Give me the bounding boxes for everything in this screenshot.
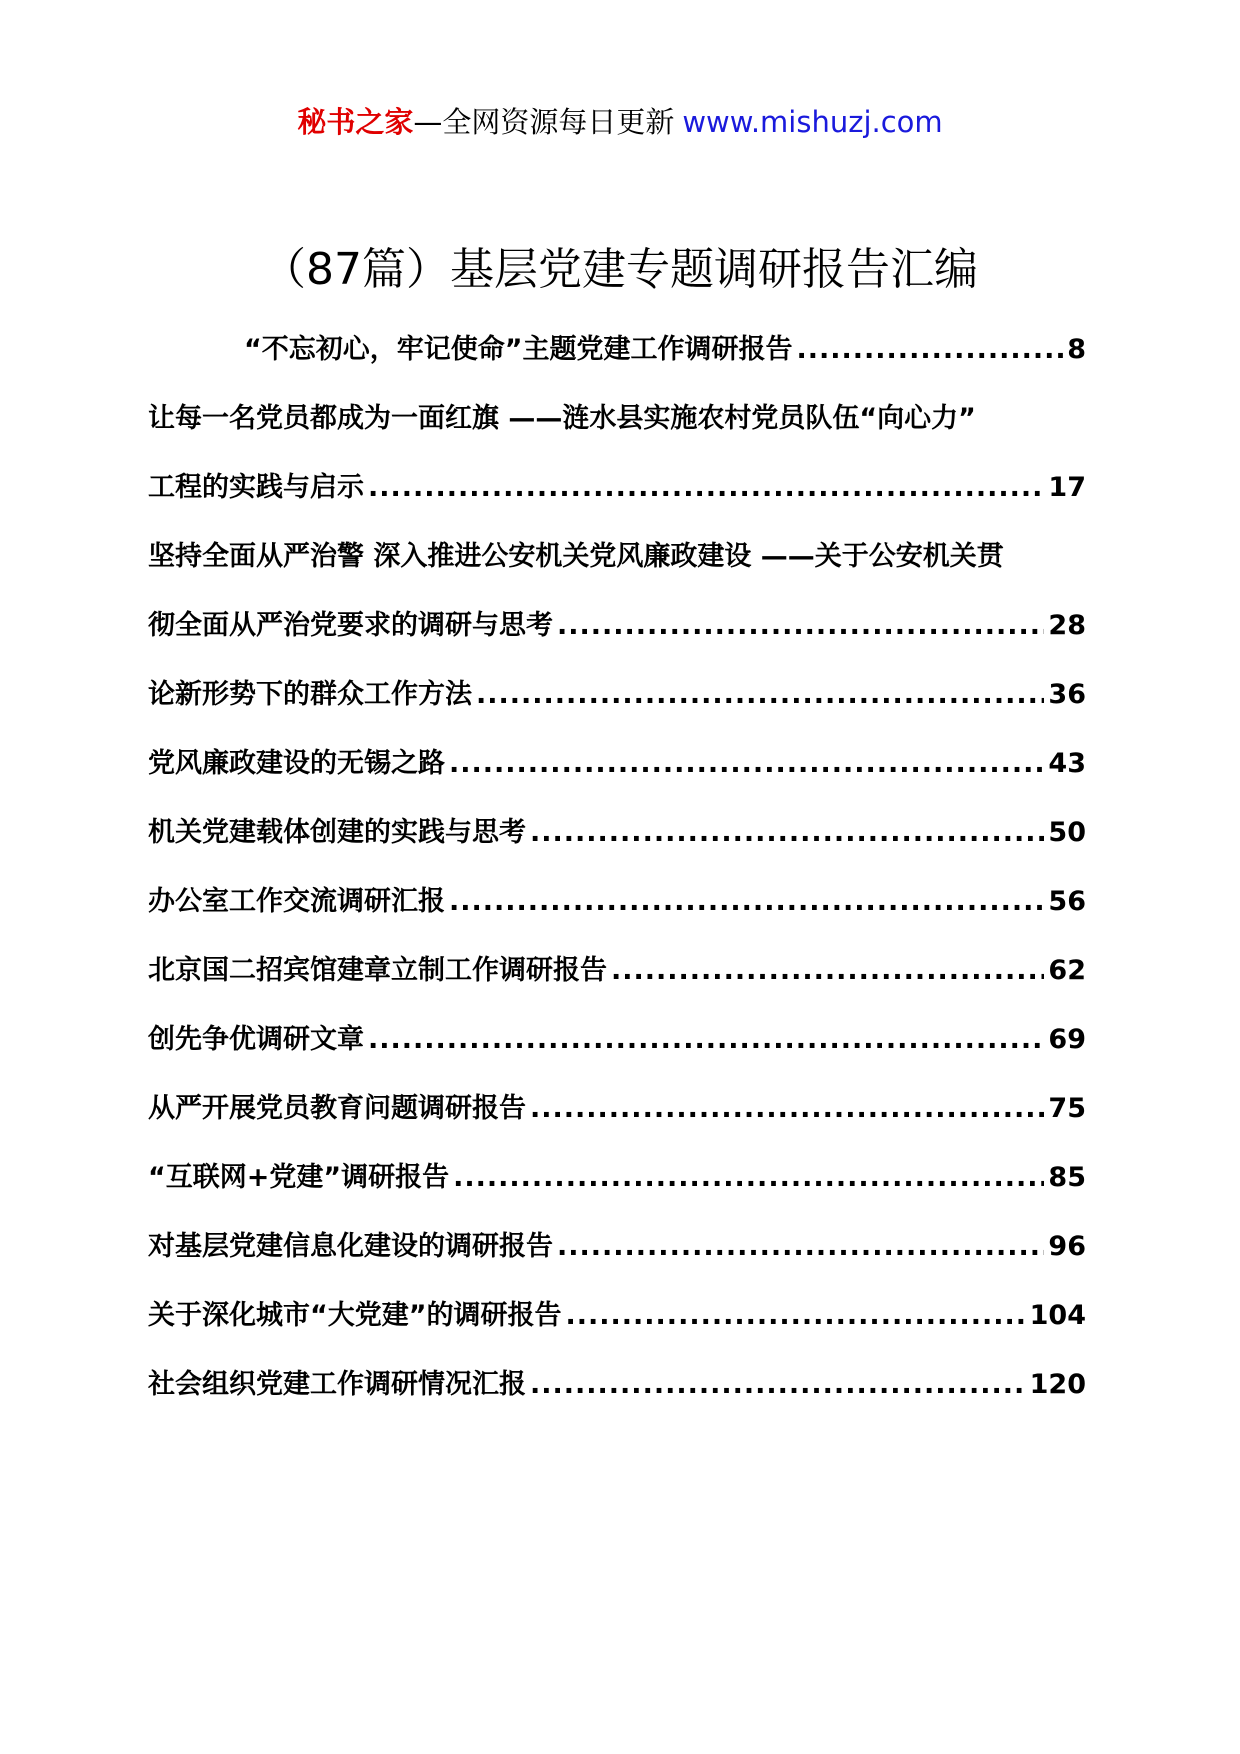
toc-entry[interactable] xyxy=(148,399,1086,508)
toc-entry[interactable] xyxy=(148,813,1086,853)
toc-page-number: 85 xyxy=(1048,1162,1086,1193)
toc-entry-title: 彻全面从严治党要求的调研与思考 xyxy=(148,610,553,641)
toc-entry-title: 工程的实践与启示 xyxy=(148,472,364,503)
toc-leader-dots xyxy=(453,1158,1044,1198)
toc-entry-title: “互联网+党建”调研报告 xyxy=(148,1162,450,1193)
toc-entry-title: 社会组织党建工作调研情况汇报 xyxy=(148,1369,526,1400)
toc-entry[interactable] xyxy=(148,675,1086,715)
toc-page-number: 75 xyxy=(1048,1093,1086,1124)
toc-line xyxy=(148,1227,1086,1267)
toc-entry-title: 论新形势下的群众工作方法 xyxy=(148,679,472,710)
toc-entry[interactable] xyxy=(148,1296,1086,1336)
toc-entry-title: 让每一名党员都成为一面红旗 ——涟水县实施农村党员队伍“向心力” xyxy=(148,403,976,434)
toc-leader-dots xyxy=(476,675,1044,715)
toc-entry[interactable] xyxy=(148,1365,1086,1405)
toc-leader-dots xyxy=(449,744,1044,784)
toc-entry[interactable] xyxy=(148,1227,1086,1267)
toc-leader-dots xyxy=(368,468,1044,508)
toc-entry-title: 党风廉政建设的无锡之路 xyxy=(148,748,445,779)
toc-entry[interactable] xyxy=(148,744,1086,784)
toc-line xyxy=(148,744,1086,784)
toc-entry-title: 关于深化城市“大党建”的调研报告 xyxy=(148,1300,562,1331)
toc-entry-title: 北京国二招宾馆建章立制工作调研报告 xyxy=(148,955,607,986)
toc-page-number: 28 xyxy=(1048,610,1086,641)
toc-entry-title: 机关党建载体创建的实践与思考 xyxy=(148,817,526,848)
site-url-link[interactable]: www.mishuzj.com xyxy=(682,105,943,139)
toc-page-number: 56 xyxy=(1048,886,1086,917)
toc-leader-dots xyxy=(368,1020,1044,1060)
toc-line xyxy=(148,813,1086,853)
toc-entry-title: 对基层党建信息化建设的调研报告 xyxy=(148,1231,553,1262)
brand-name: 秘书之家 xyxy=(297,105,414,139)
toc-leader-dots xyxy=(530,1365,1026,1405)
toc-entry-title: 创先争优调研文章 xyxy=(148,1024,364,1055)
toc-line xyxy=(148,675,1086,715)
toc-entry-title: “不忘初心，牢记使命”主题党建工作调研报告 xyxy=(244,334,793,365)
toc-leader-dots xyxy=(557,606,1044,646)
toc-page-number: 17 xyxy=(1048,472,1086,503)
table-of-contents xyxy=(148,330,1086,1405)
header-tagline: —全网资源每日更新 xyxy=(413,105,675,139)
toc-line xyxy=(148,330,1086,370)
toc-entry[interactable] xyxy=(148,882,1086,922)
toc-leader-dots xyxy=(611,951,1044,991)
toc-page-number: 36 xyxy=(1048,679,1086,710)
toc-entry[interactable] xyxy=(148,951,1086,991)
toc-entry-title: 坚持全面从严治警 深入推进公安机关党风廉政建设 ——关于公安机关贯 xyxy=(148,541,1004,572)
toc-line xyxy=(148,537,1086,577)
toc-page-number: 96 xyxy=(1048,1231,1086,1262)
toc-entry-title: 从严开展党员教育问题调研报告 xyxy=(148,1093,526,1124)
toc-line xyxy=(148,1296,1086,1336)
toc-entry[interactable] xyxy=(148,537,1086,646)
toc-entry-title: 办公室工作交流调研汇报 xyxy=(148,886,445,917)
toc-leader-dots xyxy=(557,1227,1044,1267)
toc-line xyxy=(148,1020,1086,1060)
site-header xyxy=(0,102,1240,142)
toc-entry[interactable] xyxy=(148,1089,1086,1129)
toc-line xyxy=(148,468,1086,508)
toc-page-number: 8 xyxy=(1067,334,1086,365)
toc-leader-dots xyxy=(530,1089,1044,1129)
toc-line xyxy=(148,606,1086,646)
toc-line xyxy=(148,399,1086,439)
toc-line xyxy=(148,1089,1086,1129)
toc-leader-dots xyxy=(530,813,1044,853)
toc-leader-dots xyxy=(449,882,1044,922)
toc-entry[interactable] xyxy=(148,1158,1086,1198)
toc-leader-dots xyxy=(566,1296,1026,1336)
toc-page-number: 120 xyxy=(1029,1369,1086,1400)
toc-line xyxy=(148,1158,1086,1198)
toc-page-number: 69 xyxy=(1048,1024,1086,1055)
toc-entry[interactable] xyxy=(148,330,1086,370)
toc-page-number: 62 xyxy=(1048,955,1086,986)
toc-leader-dots xyxy=(797,330,1064,370)
toc-entry[interactable] xyxy=(148,1020,1086,1060)
toc-page-number: 50 xyxy=(1048,817,1086,848)
toc-line xyxy=(148,1365,1086,1405)
toc-page-number: 43 xyxy=(1048,748,1086,779)
toc-page-number: 104 xyxy=(1029,1300,1086,1331)
toc-line xyxy=(148,951,1086,991)
toc-line xyxy=(148,882,1086,922)
document-title: （87篇）基层党建专题调研报告汇编 xyxy=(262,244,978,295)
